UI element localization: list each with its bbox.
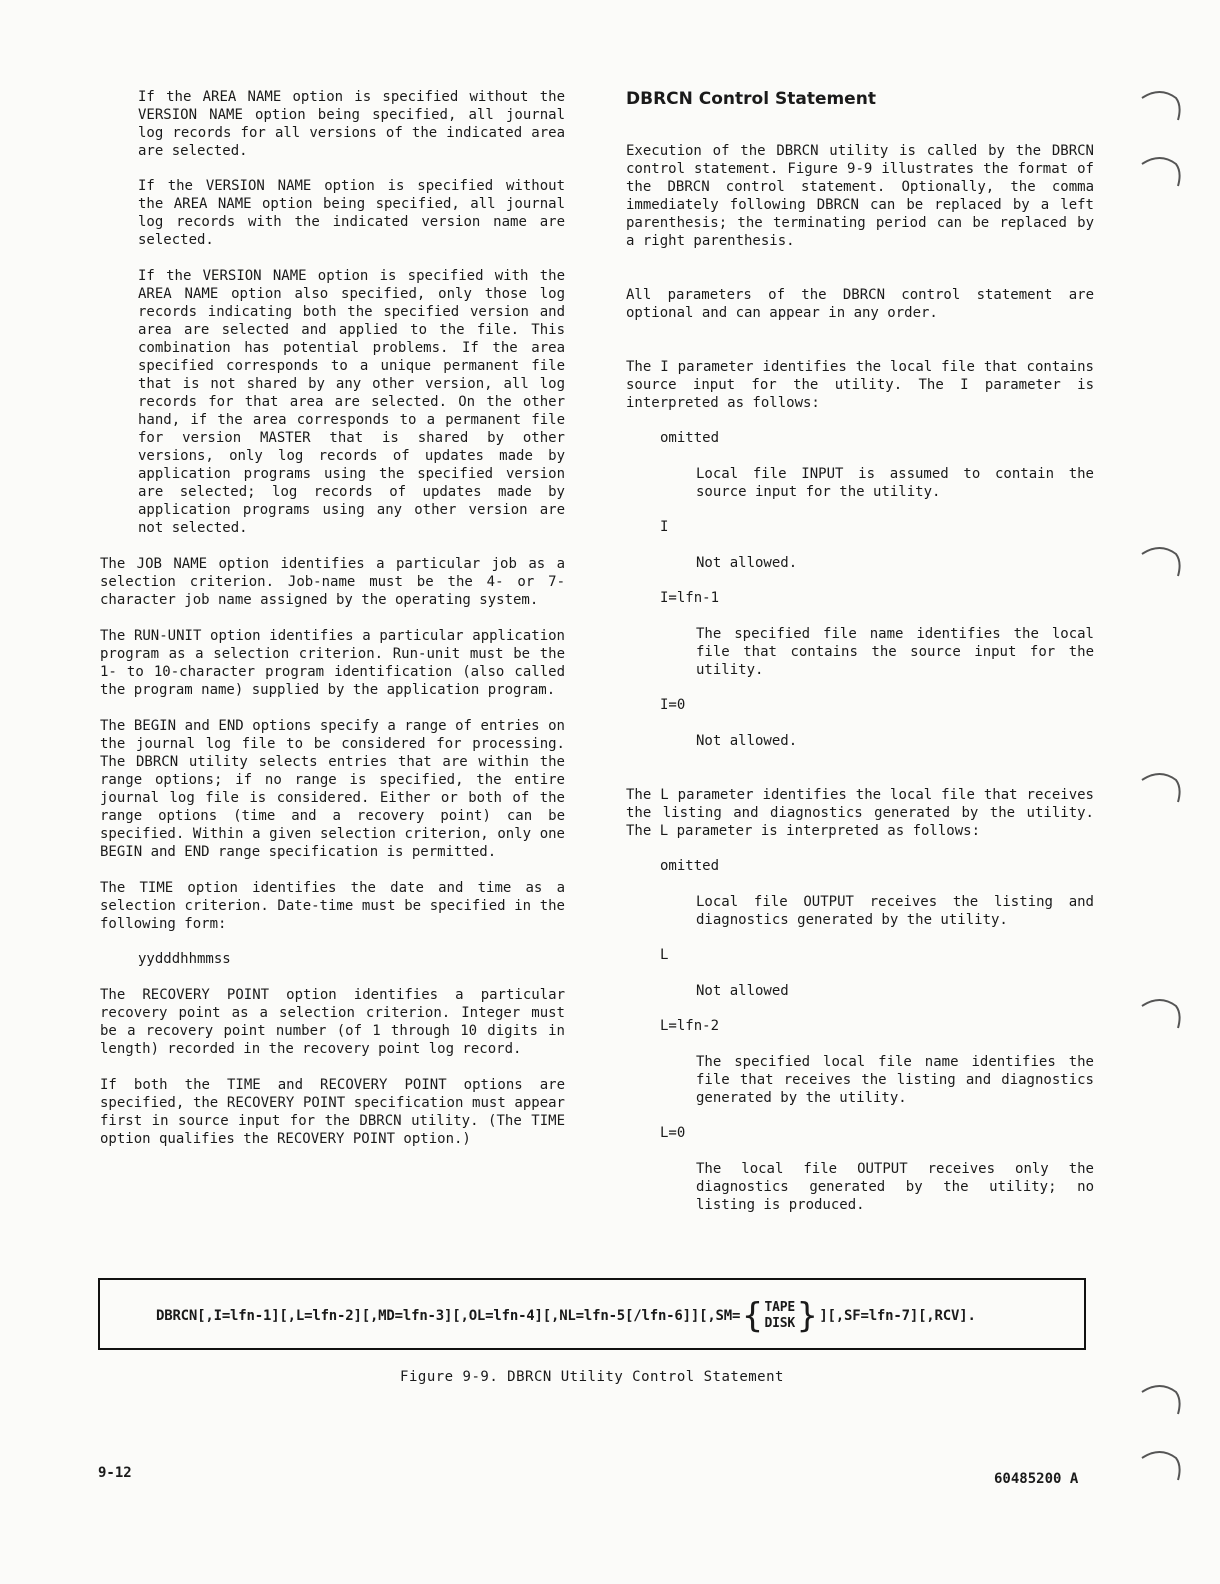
document-number: 60485200 A xyxy=(994,1471,1079,1487)
binder-mark-icon xyxy=(1140,540,1184,580)
binder-mark-icon xyxy=(1140,1378,1184,1418)
version-name-paragraph: If the VERSION NAME option is specified without the AREA NAME option being specified, all journal log records with the indicated version name are selected. xyxy=(138,178,565,248)
i-desc-zero: Not allowed. xyxy=(696,733,798,749)
i-desc-omitted: Local file INPUT is assumed to contain the source input for the utility. xyxy=(696,466,1094,500)
l-desc-l: Not allowed xyxy=(696,983,789,999)
run-unit-paragraph: The RUN-UNIT option identifies a particular application program as a selection criterion. Run-unit must be the 1- to 10-character program identification (also called the program name) supplied by the application program. xyxy=(100,628,565,698)
i-desc-lfn: The specified file name identifies the local file that contains the source input for the utility. xyxy=(696,626,1094,678)
option-tape: TAPE xyxy=(764,1300,796,1315)
version-area-paragraph: If the VERSION NAME option is specified with the AREA NAME option also specified, only those log records indicating both the specified version and area are selected and applied to the file. This combination has potential problems. If the area specified corresponds to a unique permanent file that is not shared by any other version, all log records for that area are selected. On the other hand, if the area corresponds to a permanent file for version MASTER that is shared by other versions, only log records of updates made by application programs using the specified version are selected; log records of updates made by application programs using any other version are not selected. xyxy=(138,268,565,536)
time-recovery-paragraph: If both the TIME and RECOVERY POINT options are specified, the RECOVERY POINT specification must appear first in source input for the DBRCN utility. (The TIME option qualifies the RECOVERY POINT option.) xyxy=(100,1077,565,1147)
time-format: yydddhhmmss xyxy=(138,951,231,967)
binder-mark-icon xyxy=(1140,766,1184,806)
execution-paragraph: Execution of the DBRCN utility is called by the DBRCN control statement. Figure 9-9 illustrates the format of the DBRCN control statement. Optionally, the comma immediately following DBRCN can be replaced by a left parenthesis; the terminating period can be replaced by a right parenthesis. xyxy=(626,143,1094,249)
statement-prefix: DBRCN[,I=lfn-1][,L=lfn-2][,MD=lfn-3][,OL=lfn-4][,NL=lfn-5[/lfn-6]][,SM= xyxy=(156,1308,741,1324)
l-term-l: L xyxy=(660,947,669,963)
figure-caption: Figure 9-9. DBRCN Utility Control Statement xyxy=(400,1369,784,1385)
page-number: 9-12 xyxy=(98,1465,132,1481)
l-desc-zero: The local file OUTPUT receives only the diagnostics generated by the utility; no listing is produced. xyxy=(696,1161,1094,1213)
begin-end-paragraph: The BEGIN and END options specify a range of entries on the journal log file to be considered for processing. The DBRCN utility selects entries that are within the range options; if no range is specified, the entire journal log file is considered. Either or both of the range options (time and a recovery point) can be specified. Within a given selection criterion, only one BEGIN and END range specification is permitted. xyxy=(100,718,565,860)
right-brace: } xyxy=(797,1296,818,1336)
section-heading: DBRCN Control Statement xyxy=(626,89,876,109)
l-term-lfn: L=lfn-2 xyxy=(660,1018,720,1034)
option-disk: DISK xyxy=(764,1316,796,1331)
i-term-zero: I=0 xyxy=(660,697,686,713)
binder-mark-icon xyxy=(1140,992,1184,1032)
i-term-i: I xyxy=(660,519,669,535)
job-name-paragraph: The JOB NAME option identifies a particular job as a selection criterion. Job-name must be the 4- or 7-character job name assigned by the operating system. xyxy=(100,556,565,608)
time-paragraph: The TIME option identifies the date and time as a selection criterion. Date-time must be specified in the following form: xyxy=(100,880,565,932)
parameters-paragraph: All parameters of the DBRCN control statement are optional and can appear in any order. xyxy=(626,287,1094,321)
binder-mark-icon xyxy=(1140,1444,1184,1484)
left-brace: { xyxy=(742,1296,763,1336)
binder-mark-icon xyxy=(1140,150,1184,190)
right-column xyxy=(626,88,1094,1214)
area-name-paragraph: If the AREA NAME option is specified without the VERSION NAME option being specified, all journal log records for all versions of the indicated area are selected. xyxy=(138,89,565,159)
statement-suffix: ][,SF=lfn-7][,RCV]. xyxy=(819,1308,976,1324)
i-parameter-paragraph: The I parameter identifies the local file that contains source input for the utility. The I parameter is interpreted as follows: xyxy=(626,359,1094,411)
i-term-omitted: omitted xyxy=(660,430,720,446)
l-term-omitted: omitted xyxy=(660,858,720,874)
medium-options xyxy=(765,1300,796,1332)
left-column xyxy=(100,88,565,1148)
control-statement xyxy=(156,1296,976,1336)
recovery-point-paragraph: The RECOVERY POINT option identifies a particular recovery point as a selection criterion. Integer must be a recovery point number (of 1 through 10 digits in length) recorded in the recovery point log record. xyxy=(100,987,565,1057)
figure-box xyxy=(98,1278,1086,1350)
l-parameter-paragraph: The L parameter identifies the local file that receives the listing and diagnostics generated by the utility. The L parameter is interpreted as follows: xyxy=(626,787,1094,839)
l-desc-omitted: Local file OUTPUT receives the listing and diagnostics generated by the utility. xyxy=(696,894,1094,928)
l-term-zero: L=0 xyxy=(660,1125,686,1141)
i-desc-i: Not allowed. xyxy=(696,555,798,571)
i-term-lfn: I=lfn-1 xyxy=(660,590,720,606)
binder-mark-icon xyxy=(1140,84,1184,124)
l-desc-lfn: The specified local file name identifies the file that receives the listing and diagnostics generated by the utility. xyxy=(696,1054,1094,1106)
